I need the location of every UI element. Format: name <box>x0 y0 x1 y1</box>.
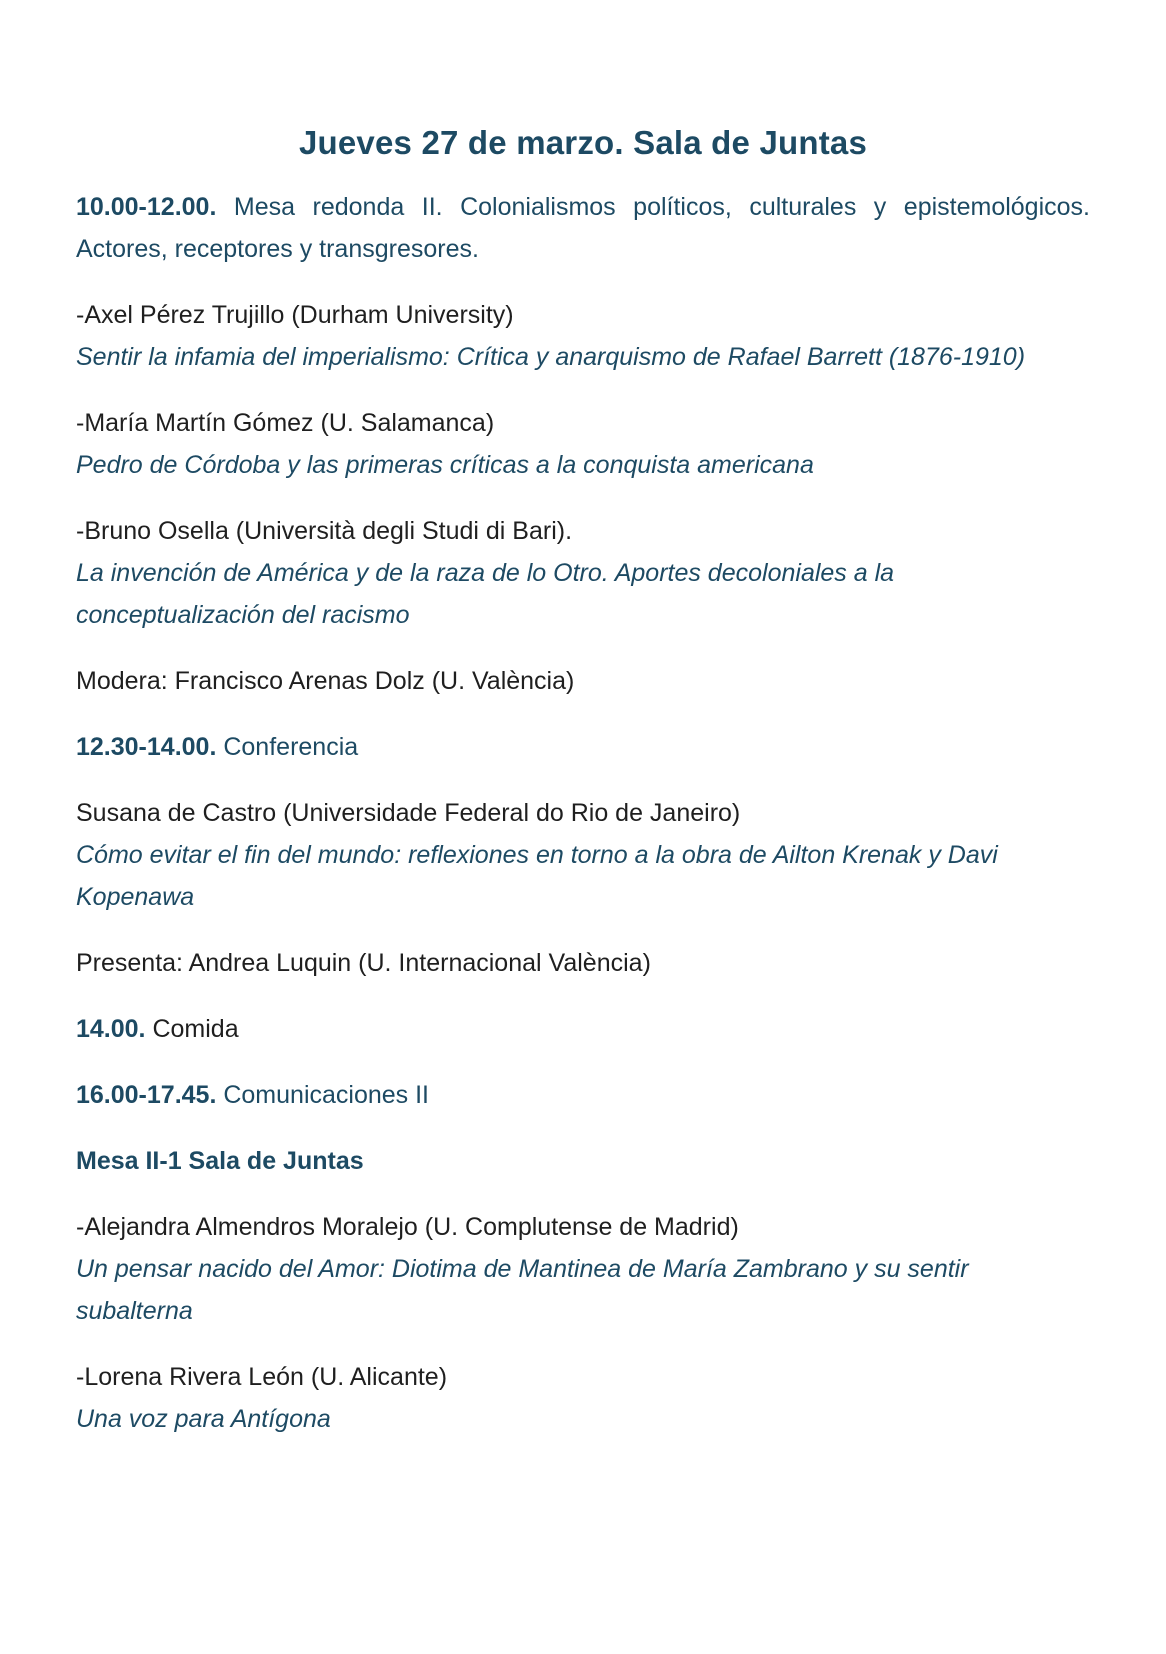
session-time: 12.30-14.00. <box>76 733 217 761</box>
speaker-name: -Axel Pérez Trujillo (Durham University) <box>76 301 514 329</box>
talk-entry <box>76 294 1090 378</box>
moderator-line: Modera: Francisco Arenas Dolz (U. València) <box>76 667 575 695</box>
talk-entry <box>76 1356 1090 1440</box>
session-roundtable <box>76 186 1090 270</box>
talk-title: Sentir la infamia del imperialismo: Crítica y anarquismo de Rafael Barrett (1876-1910) <box>76 343 1026 371</box>
session-description: Conferencia <box>216 733 359 761</box>
talk-entry <box>76 510 1090 636</box>
speaker-name: Susana de Castro (Universidade Federal do Rio de Janeiro) <box>76 799 741 827</box>
session-description: Comunicaciones II <box>216 1081 430 1109</box>
talk-title: La invención de América y de la raza de lo Otro. Aportes decoloniales a la conceptualización del racismo <box>76 559 895 629</box>
page-title: Jueves 27 de marzo. Sala de Juntas <box>298 124 868 161</box>
session-time: 14.00. <box>76 1015 146 1043</box>
talk-title: Un pensar nacido del Amor: Diotima de Mantinea de María Zambrano y su sentir subalterna <box>76 1255 969 1325</box>
session-time: 16.00-17.45. <box>76 1081 217 1109</box>
talk-title: Pedro de Córdoba y las primeras críticas a la conquista americana <box>76 451 814 479</box>
session-lunch <box>76 1008 1090 1050</box>
speaker-name: -Lorena Rivera León (U. Alicante) <box>76 1363 448 1391</box>
session-description: Comida <box>145 1015 239 1043</box>
session-description: Mesa redonda II. Colonialismos políticos, culturales y epistemológicos. Actores, receptores y transgresores. <box>76 193 1090 263</box>
talk-title: Cómo evitar el fin del mundo: reflexiones en torno a la obra de Ailton Krenak y Davi Kopenawa <box>76 841 998 911</box>
talk-entry <box>76 402 1090 486</box>
conference-entry <box>76 792 1090 918</box>
talk-entry <box>76 1206 1090 1332</box>
session-conference <box>76 726 1090 768</box>
presenter-line: Presenta: Andrea Luquin (U. Internacional València) <box>76 949 651 977</box>
speaker-name: -Alejandra Almendros Moralejo (U. Complutense de Madrid) <box>76 1213 739 1241</box>
session-communications <box>76 1074 1090 1116</box>
speaker-name: -María Martín Gómez (U. Salamanca) <box>76 409 495 437</box>
speaker-name: -Bruno Osella (Università degli Studi di Bari). <box>76 517 573 545</box>
session-time: 10.00-12.00. <box>76 193 217 221</box>
talk-title: Una voz para Antígona <box>76 1405 331 1433</box>
mesa-heading: Mesa II-1 Sala de Juntas <box>76 1147 364 1175</box>
